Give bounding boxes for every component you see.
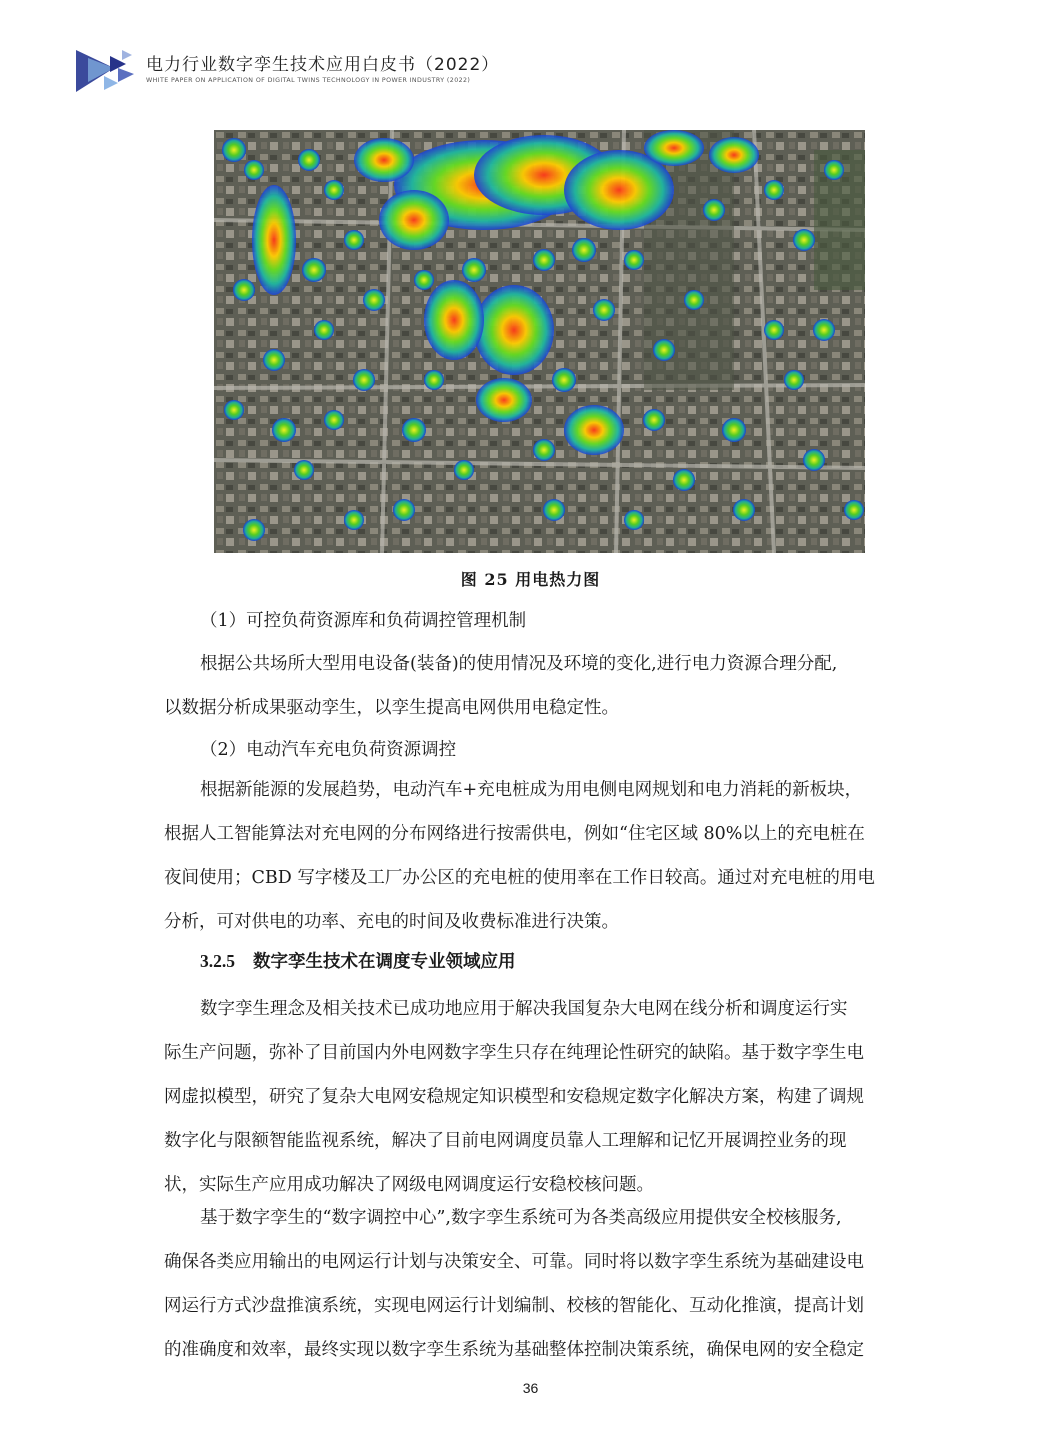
page-number: 36 bbox=[522, 1380, 539, 1396]
text-line: 状，实际生产应用成功解决了网级电网调度运行安稳校核问题。 bbox=[164, 1175, 654, 1195]
text-line: 网虚拟模型，研究了复杂大电网安稳规定知识模型和安稳规定数字化解决方案，构建了调规 bbox=[164, 1087, 864, 1107]
header-title: 电力行业数字孪生技术应用白皮书（2022） bbox=[146, 55, 500, 75]
paragraph-3 bbox=[164, 987, 924, 1207]
text-line: 的准确度和效率，最终实现以数字孪生系统为基础整体控制决策系统，确保电网的安全稳定 bbox=[164, 1340, 864, 1360]
text-line: 基于数字孪生的“数字调控中心”,数字孪生系统可为各类高级应用提供安全校核服务, bbox=[200, 1208, 842, 1228]
text-line: 确保各类应用输出的电网运行计划与决策安全、可靠。同时将以数字孪生系统为基础建设电 bbox=[164, 1252, 864, 1272]
text-line: 根据人工智能算法对充电网的分布网络进行按需供电，例如“住宅区域 80%以上的充电桩在 bbox=[164, 824, 865, 844]
text-line: 夜间使用；CBD 写字楼及工厂办公区的充电桩的使用率在工作日较高。通过对充电桩的用电 bbox=[164, 868, 875, 888]
section-number: 3.2.5 bbox=[200, 951, 235, 971]
header-subtitle: WHITE PAPER ON APPLICATION OF DIGITAL TWINS TECHNOLOGY IN POWER INDUSTRY (2022) bbox=[146, 77, 471, 84]
text-line: 数字化与限额智能监视系统，解决了目前电网调度员靠人工理解和记忆开展调控业务的现 bbox=[164, 1131, 847, 1151]
heatmap-image bbox=[214, 130, 865, 553]
subheading-1: （1）可控负荷资源库和负荷调控管理机制 bbox=[200, 611, 527, 631]
subheading-2: （2）电动汽车充电负荷资源调控 bbox=[200, 740, 457, 760]
text-line: 分析，可对供电的功率、充电的时间及收费标准进行决策。 bbox=[164, 912, 619, 932]
whitepaper-logo bbox=[74, 46, 136, 96]
text-line: 根据公共场所大型用电设备(装备)的使用情况及环境的变化,进行电力资源合理分配, bbox=[200, 654, 838, 674]
power-heatmap-figure bbox=[214, 130, 865, 553]
figure-caption: 图 25 用电热力图 bbox=[460, 570, 601, 589]
page-header bbox=[74, 44, 500, 100]
paragraph-4 bbox=[164, 1196, 924, 1372]
text-line: 以数据分析成果驱动孪生，以孪生提高电网供用电稳定性。 bbox=[164, 698, 619, 718]
section-heading bbox=[200, 948, 516, 973]
text-line: 际生产问题，弥补了目前国内外电网数字孪生只存在纯理论性研究的缺陷。基于数字孪生电 bbox=[164, 1043, 864, 1063]
text-line: 根据新能源的发展趋势，电动汽车+充电桩成为用电侧电网规划和电力消耗的新板块， bbox=[200, 780, 863, 800]
section-title: 数字孪生技术在调度专业领域应用 bbox=[253, 952, 516, 972]
text-line: 网运行方式沙盘推演系统，实现电网运行计划编制、校核的智能化、互动化推演，提高计划 bbox=[164, 1296, 864, 1316]
text-line: 数字孪生理念及相关技术已成功地应用于解决我国复杂大电网在线分析和调度运行实 bbox=[200, 999, 848, 1019]
paragraph-2 bbox=[164, 768, 924, 944]
paragraph-1 bbox=[164, 642, 924, 730]
